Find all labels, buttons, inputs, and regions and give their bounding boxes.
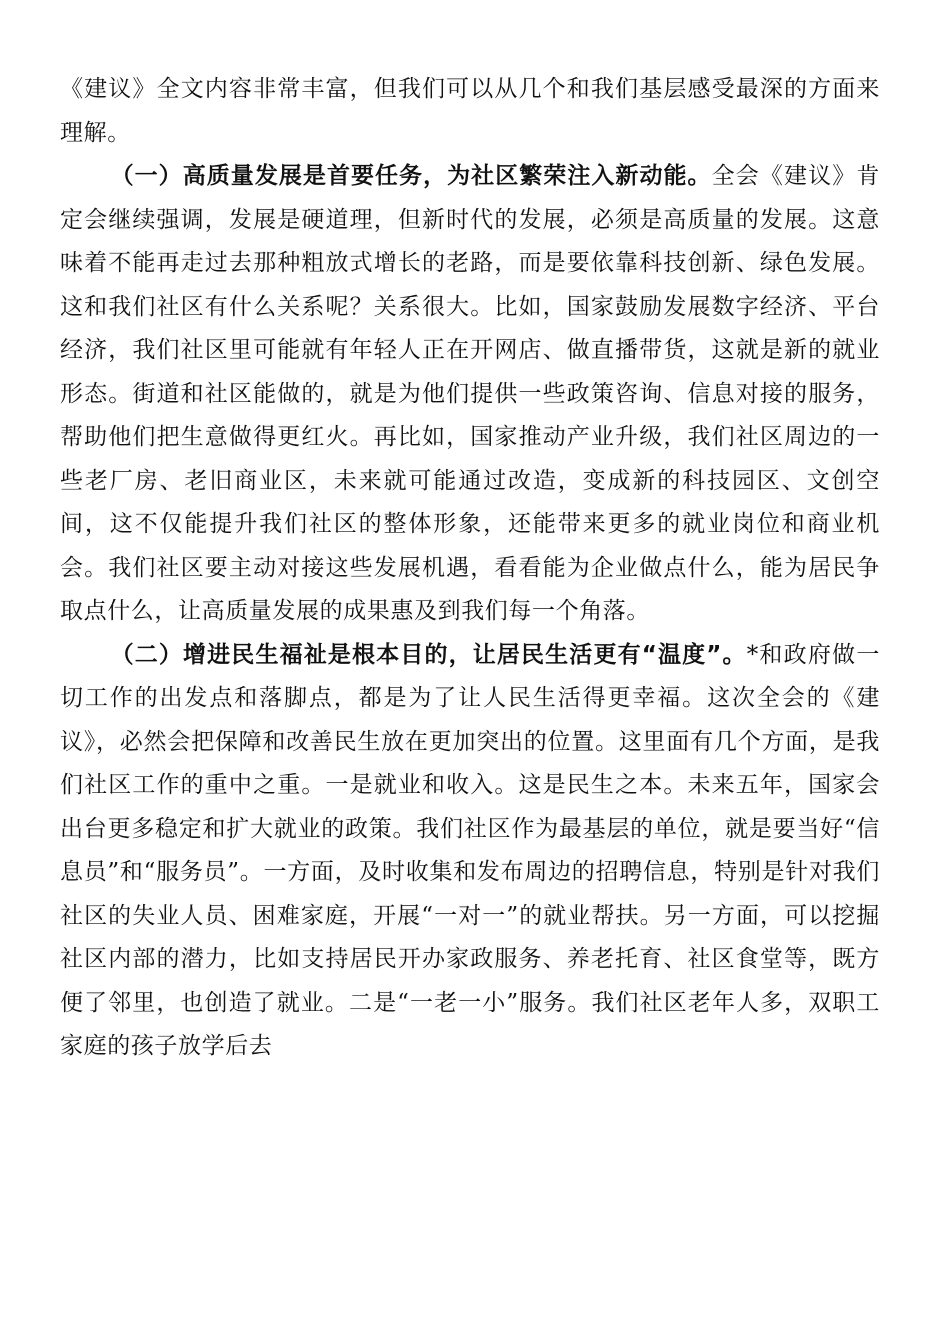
section-one-paragraph: [60, 155, 880, 634]
intro-paragraph: [60, 68, 880, 155]
intro-paragraph-text: 《建议》全文内容非常丰富，但我们可以从几个和我们基层感受最深的方面来理解。: [60, 76, 880, 146]
section-one-text: 全会《建议》肯定会继续强调，发展是硬道理，但新时代的发展，必须是高质量的发展。这意味着不能再走过去那种粗放式增长的老路，而是要依靠科技创新、绿色发展。这和我们社区有什么关系呢？关系很大。比如，国家鼓励发展数字经济、平台经济，我们社区里可能就有年轻人正在开网店、做直播带货，这就是新的就业形态。街道和社区能做的，就是为他们提供一些政策咨询、信息对接的服务，帮助他们把生意做得更红火。再比如，国家推动产业升级，我们社区周边的一些老厂房、老旧商业区，未来就可能通过改造，变成新的科技园区、文创空间，这不仅能提升我们社区的整体形象，还能带来更多的就业岗位和商业机会。我们社区要主动对接这些发展机遇，看看能为企业做点什么，能为居民争取点什么，让高质量发展的成果惠及到我们每一个角落。: [60, 163, 881, 624]
section-two-paragraph: [60, 634, 880, 1069]
section-two-text: *和政府做一切工作的出发点和落脚点，都是为了让人民生活得更幸福。这次全会的《建议》，必然会把保障和改善民生放在更加突出的位置。这里面有几个方面，是我们社区工作的重中之重。一是就业和收入。这是民生之本。未来五年，国家会出台更多稳定和扩大就业的政策。我们社区作为最基层的单位，就是要当好“信息员”和“服务员”。一方面，及时收集和发布周边的招聘信息，特别是针对我们社区的失业人员、困难家庭，开展“一对一”的就业帮扶。另一方面，可以挖掘社区内部的潜力，比如支持居民开办家政服务、养老托育、社区食堂等，既方便了邻里，也创造了就业。二是“一老一小”服务。我们社区老年人多，双职工家庭的孩子放学后去: [60, 641, 881, 1059]
section-one-heading: （一）高质量发展是首要任务，为社区繁荣注入新动能。: [110, 163, 712, 189]
section-two-heading: （二）增进民生福祉是根本目的，让居民生活更有“温度”。: [110, 641, 747, 668]
document-body: [60, 68, 880, 1069]
